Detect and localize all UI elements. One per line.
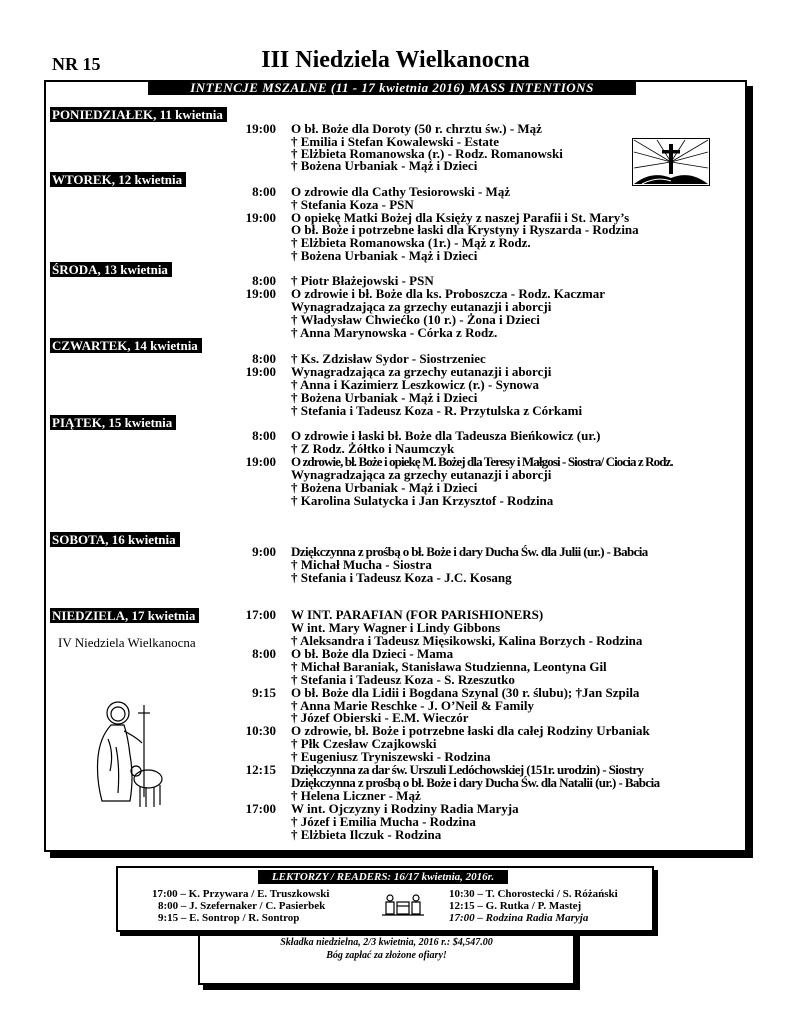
intention-text: † Ks. Zdzisław Sydor - Siostrzeniec [291,351,486,366]
mass-time: 17:00 [245,607,276,622]
intention-text: O zdrowie i łaski bł. Boże dla Tadeusza Bieńkowicz (ur.) [291,428,601,443]
intention-text: † Michał Baraniak, Stanisława Studzienna, Leontyna Gil [291,659,607,674]
intention-text: W int. Mary Wagner i Lindy Gibbons [291,620,501,635]
day-label-saturday: SOBOTA, 16 kwietnia [50,532,180,547]
intention-text: † Z Rodz. Żółtko i Naumczyk [291,441,455,456]
day-label-thursday: CZWARTEK, 14 kwietnia [50,338,202,353]
intention-text: Dziękczynna z prośbą o bł. Boże i dary Ducha Św. dla Julii (ur.) - Babcia [291,544,648,559]
readers-header: LEKTORZY / READERS: 16/17 kwietnia, 2016r. [258,870,508,884]
intention-text: O opiekę Matki Bożej dla Księży z naszej Parafii i St. Mary’s [291,210,630,225]
intention-text: † Eugeniusz Tryniszewski - Rodzina [291,749,491,764]
intention-text: W INT. PARAFIAN (FOR PARISHIONERS) [291,607,544,622]
mass-time: 10:30 [245,723,276,738]
mass-time: 8:00 [252,184,276,199]
mass-time: 9:15 [252,685,276,700]
intention-text: † Elżbieta Ilczuk - Rodzina [291,827,442,842]
collection-amount: Składka niedzielna, 2/3 kwietnia, 2016 r.: $4,547.00 [280,937,493,948]
mass-time: 8:00 [252,273,276,288]
intention-text: O zdrowie, bł. Boże i opiekę M. Bożej dla Teresy i Małgosi - Siostra/ Ciocia z Rodz. [291,454,673,469]
intention-text: † Władysław Chwiećko (10 r.) - Żona i Dzieci [291,312,540,327]
intention-text: † Bożena Urbaniak - Mąż i Dzieci [291,480,478,495]
intention-text: † Piotr Błażejowski - PSN [291,273,434,288]
intention-text: Wynagradzająca za grzechy eutanazji i aborcji [291,364,552,379]
mass-time: 19:00 [245,454,276,469]
mass-time: 8:00 [252,351,276,366]
page-title: III Niedziela Wielkanocna [261,47,530,73]
mass-time: 19:00 [245,364,276,379]
intention-text: O bł. Boże dla Dzieci - Mama [291,646,454,661]
intention-text: Dziękczynna za dar św. Urszuli Ledóchowskiej (151r. urodzin) - Siostry [291,762,644,777]
intention-text: O zdrowie dla Cathy Tesiorowski - Mąż [291,184,511,199]
day-label-monday: PONIEDZIAŁEK, 11 kwietnia [50,107,227,122]
reader-entry: 8:00 – J. Szefernaker / C. Pasierbek [158,900,326,912]
intention-text: † Helena Liczner - Mąż [291,788,421,803]
collection-thanks: Bóg zapłać za złożone ofiary! [326,950,447,961]
issue-number: NR 15 [52,54,101,74]
intention-text: † Anna Marie Reschke - J. O’Neil & Family [291,698,534,713]
day-label-sunday: NIEDZIELA, 17 kwietnia [50,608,199,623]
readers-figures-icon [380,894,426,916]
intention-text: O bł. Boże dla Doroty (50 r. chrztu św.) - Mąż [291,121,542,136]
resurrection-cross-icon [632,138,710,186]
intentions-header-bar: INTENCJE MSZALNE (11 - 17 kwietnia 2016) MASS INTENTIONS [148,80,636,95]
reader-entry: 17:00 – K. Przywara / E. Truszkowski [152,888,330,900]
intention-text: † Anna i Kazimierz Leszkowicz (r.) - Synowa [291,377,539,392]
reader-entry: 10:30 – T. Chorostecki / S. Różański [449,888,618,900]
intention-text: Dziękczynna z prośbą o bł. Boże i dary Ducha Św. dla Natalii (ur.) - Babcia [291,775,660,790]
mass-time: 19:00 [245,286,276,301]
good-shepherd-icon [86,697,170,815]
intention-text: † Józef i Emilia Mucha - Rodzina [291,814,476,829]
mass-time: 19:00 [245,121,276,136]
mass-time: 17:00 [245,801,276,816]
reader-entry: 12:15 – G. Rutka / P. Mastej [449,900,582,912]
intention-text: † Anna Marynowska - Córka z Rodz. [291,325,498,340]
intention-text: † Bożena Urbaniak - Mąż i Dzieci [291,248,478,263]
intention-text: W int. Ojczyzny i Rodziny Radia Maryja [291,801,519,816]
intention-text: O zdrowie, bł. Boże i potrzebne łaski dla całej Rodziny Urbaniak [291,723,650,738]
intention-text: O zdrowie i bł. Boże dla ks. Proboszcza - Rodz. Kaczmar [291,286,606,301]
intention-text: † Bożena Urbaniak - Mąż i Dzieci [291,158,478,173]
intention-text: † Józef Obierski - E.M. Wieczór [291,710,469,725]
mass-time: 12:15 [245,762,276,777]
intention-text: † Karolina Sulatycka i Jan Krzysztof - Rodzina [291,493,554,508]
mass-time: 19:00 [245,210,276,225]
intention-text: † Elżbieta Romanowska (1r.) - Mąż z Rodz. [291,235,531,250]
intention-text: † Michał Mucha - Siostra [291,557,432,572]
intention-text: † Płk Czesław Czajkowski [291,736,437,751]
intention-text: † Stefania Koza - PSN [291,197,414,212]
mass-time: 8:00 [252,428,276,443]
day-label-wednesday: ŚRODA, 13 kwietnia [50,262,172,277]
mass-time: 9:00 [252,544,276,559]
intention-text: † Stefania i Tadeusz Koza - R. Przytulska z Córkami [291,403,583,418]
reader-entry: 17:00 – Rodzina Radia Maryja [449,912,589,924]
mass-time: 8:00 [252,646,276,661]
day-label-tuesday: WTOREK, 12 kwietnia [50,172,186,187]
intention-text: † Aleksandra i Tadeusz Mięsikowski, Kalina Borzych - Rodzina [291,633,643,648]
sunday-subtitle: IV Niedziela Wielkanocna [58,635,196,650]
intention-text: † Bożena Urbaniak - Mąż i Dzieci [291,390,478,405]
intention-text: Wynagradzająca za grzechy eutanazji i aborcji [291,299,552,314]
reader-entry: 9:15 – E. Sontrop / R. Sontrop [158,912,300,924]
intention-text: † Stefania i Tadeusz Koza - S. Rzeszutko [291,672,515,687]
intention-text: O bł. Boże dla Lidii i Bogdana Szynal (30 r. ślubu); †Jan Szpila [291,685,640,700]
intention-text: † Stefania i Tadeusz Koza - J.C. Kosang [291,570,512,585]
day-label-friday: PIĄTEK, 15 kwietnia [50,415,176,430]
intention-text: † Elżbieta Romanowska (r.) - Rodz. Romanowski [291,146,563,161]
intention-text: Wynagradzająca za grzechy eutanazji i aborcji [291,467,552,482]
intention-text: † Emilia i Stefan Kowalewski - Estate [291,134,499,149]
intention-text: O bł. Boże i potrzebne łaski dla Krystyny i Ryszarda - Rodzina [291,222,639,237]
